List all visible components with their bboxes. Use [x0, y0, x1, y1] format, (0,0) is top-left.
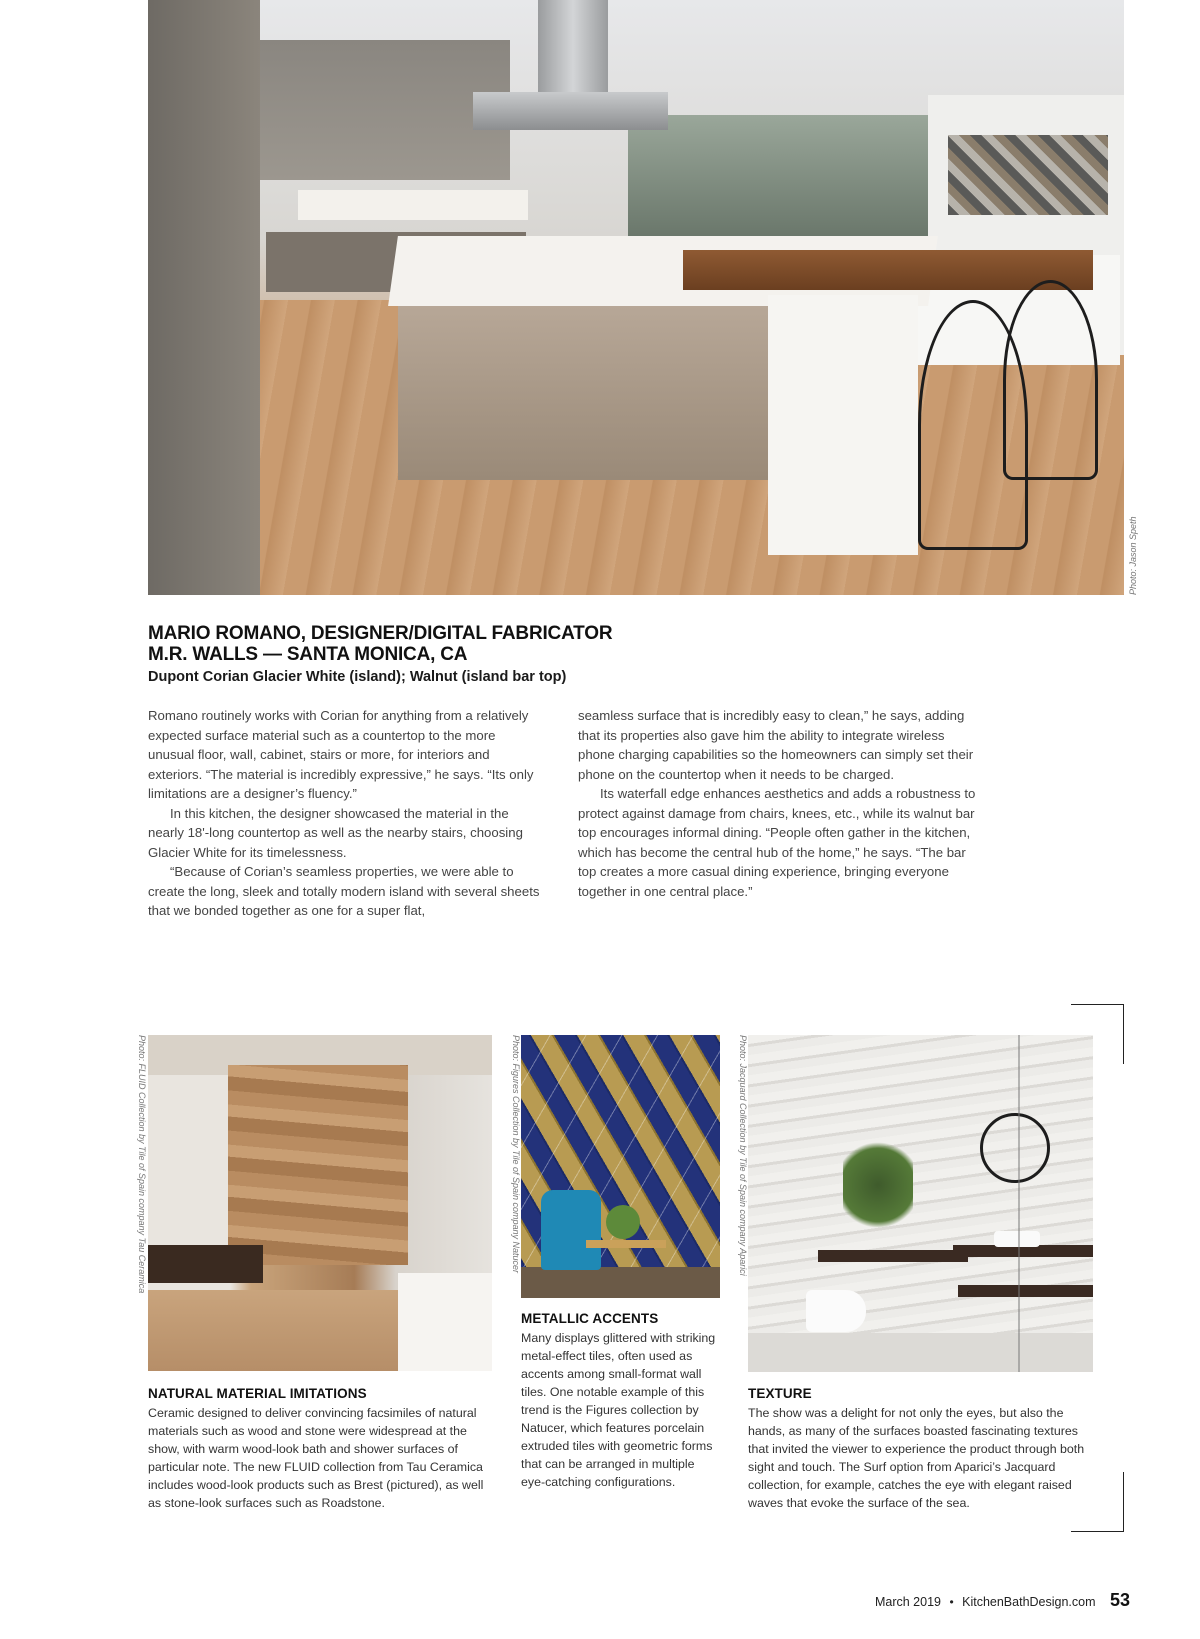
page-footer — [870, 1590, 1130, 1611]
floating-shelf — [818, 1250, 968, 1262]
hero-island-waterfall — [768, 295, 918, 555]
feature-heading-line2: M.R. WALLS — SANTA MONICA, CA — [148, 644, 468, 665]
natural-caption-title: NATURAL MATERIAL IMITATIONS — [148, 1386, 367, 1401]
metallic-caption-body: Many displays glittered with striking metal-effect tiles, often used as accents among small-format wall tiles. One notable example of this trend is the Figures collection by Natucer, which features porcelain extruded tiles with geometric forms that can be arranged in multiple eye-catching configurations. — [521, 1331, 716, 1489]
texture-caption-title: TEXTURE — [748, 1386, 812, 1401]
blue-chair — [541, 1190, 601, 1270]
potted-plant — [606, 1205, 640, 1239]
paragraph: “Because of Corian’s seamless properties, we were able to create the long, sleek and totally modern island with several sheets that we bonded together as one for a super flat, — [148, 864, 540, 918]
vessel-sink — [994, 1231, 1040, 1247]
hero-backsplash-light — [298, 190, 528, 220]
hero-range-hood — [538, 0, 608, 95]
lower-shelf — [958, 1285, 1093, 1297]
paragraph: seamless surface that is incredibly easy to clean,” he says, adding that its properties also gave him the ability to integrate wireless phone charging capabilities so the homeowners can simply set their phone on the countertop when it needs to be charged. — [578, 708, 974, 782]
wood-look-wall — [228, 1065, 408, 1265]
wall-hung-toilet — [806, 1290, 866, 1332]
shower-bench — [148, 1245, 263, 1283]
paragraph: Romano routinely works with Corian for anything from a relatively expected surface material such as a countertop to the more unusual floor, wall, cabinet, stairs or more, for interiors and exteriors. “The material is incredibly expressive,” he says. “Its only limitations are a designer’s fluency.” — [148, 708, 534, 801]
potted-plant — [843, 1135, 913, 1235]
hero-wall-ovens — [148, 0, 260, 595]
texture-caption-body: The show was a delight for not only the eyes, but also the hands, as many of the surfaces boasted fascinating textures that invited the viewer to experience the product through both sight and touch. The Surf option from Aparici’s Jacquard collection, for example, catches the eye with elegant raised waves that evoke the surface of the sea. — [748, 1406, 1085, 1510]
hero-kitchen-photo — [148, 0, 1124, 595]
feature-heading-line1: MARIO ROMANO, DESIGNER/DIGITAL FABRICATOR — [148, 623, 613, 644]
feature-subheading: Dupont Corian Glacier White (island); Walnut (island bar top) — [148, 669, 567, 685]
bathtub — [398, 1273, 492, 1371]
glass-partition — [1018, 1035, 1020, 1372]
footer-separator: • — [949, 1595, 954, 1609]
hero-walnut-bartop — [683, 250, 1093, 290]
natural-photo-credit: Photo: FLUID Collection by Tile of Spain company Tau Ceramica — [137, 1035, 147, 1294]
feature-heading — [148, 623, 848, 665]
natural-materials-photo — [148, 1035, 492, 1371]
hero-wall-art — [948, 135, 1108, 215]
issue-date: March 2019 — [874, 1595, 941, 1609]
feature-column-1 — [148, 706, 543, 921]
round-mirror — [980, 1113, 1050, 1183]
metallic-caption-title: METALLIC ACCENTS — [521, 1311, 659, 1326]
hero-bar-stool — [918, 300, 1028, 550]
metallic-photo-credit: Photo: Figures Collection by Tile of Spain company Natucer — [511, 1035, 521, 1274]
paragraph: In this kitchen, the designer showcased the material in the nearly 18'-long countertop as well as the nearby stairs, choosing Glacier White for its timelessness. — [148, 805, 523, 860]
paragraph: Its waterfall edge enhances aesthetics and adds a robustness to protect against damage from chairs, knees, etc., while its walnut bar top encourages informal dining. “People often gather in the kitchen, which has become the central hub of the home,” he says. “The bar top creates a more casual dining experience, bringing everyone together in one central place.” — [578, 786, 976, 899]
room-floor — [521, 1267, 720, 1298]
hero-photo-credit: Photo: Jason Speth — [1128, 516, 1138, 595]
texture-photo-credit: Photo: Jacquard Collection by Tile of Spain company Aparici — [738, 1035, 748, 1276]
bathroom-floor — [748, 1333, 1093, 1372]
natural-caption-body: Ceramic designed to deliver convincing facsimiles of natural materials such as wood and stone were widespread at the show, with warm wood-look bath and shower surfaces of particular note. The new FLUID collection from Tau Ceramica includes wood-look products such as Brest (pictured), as well as stone-look surfaces such as Roadstone. — [148, 1406, 484, 1510]
website-link[interactable]: KitchenBathDesign.com — [962, 1595, 1096, 1609]
hero-island-side — [398, 300, 818, 480]
page-number: 53 — [1109, 1590, 1130, 1610]
hero-range-hood-base — [473, 92, 668, 130]
side-table — [586, 1240, 666, 1248]
texture-wall-photo — [748, 1035, 1093, 1372]
metallic-tiles-photo — [521, 1035, 720, 1298]
feature-column-2 — [578, 706, 978, 901]
